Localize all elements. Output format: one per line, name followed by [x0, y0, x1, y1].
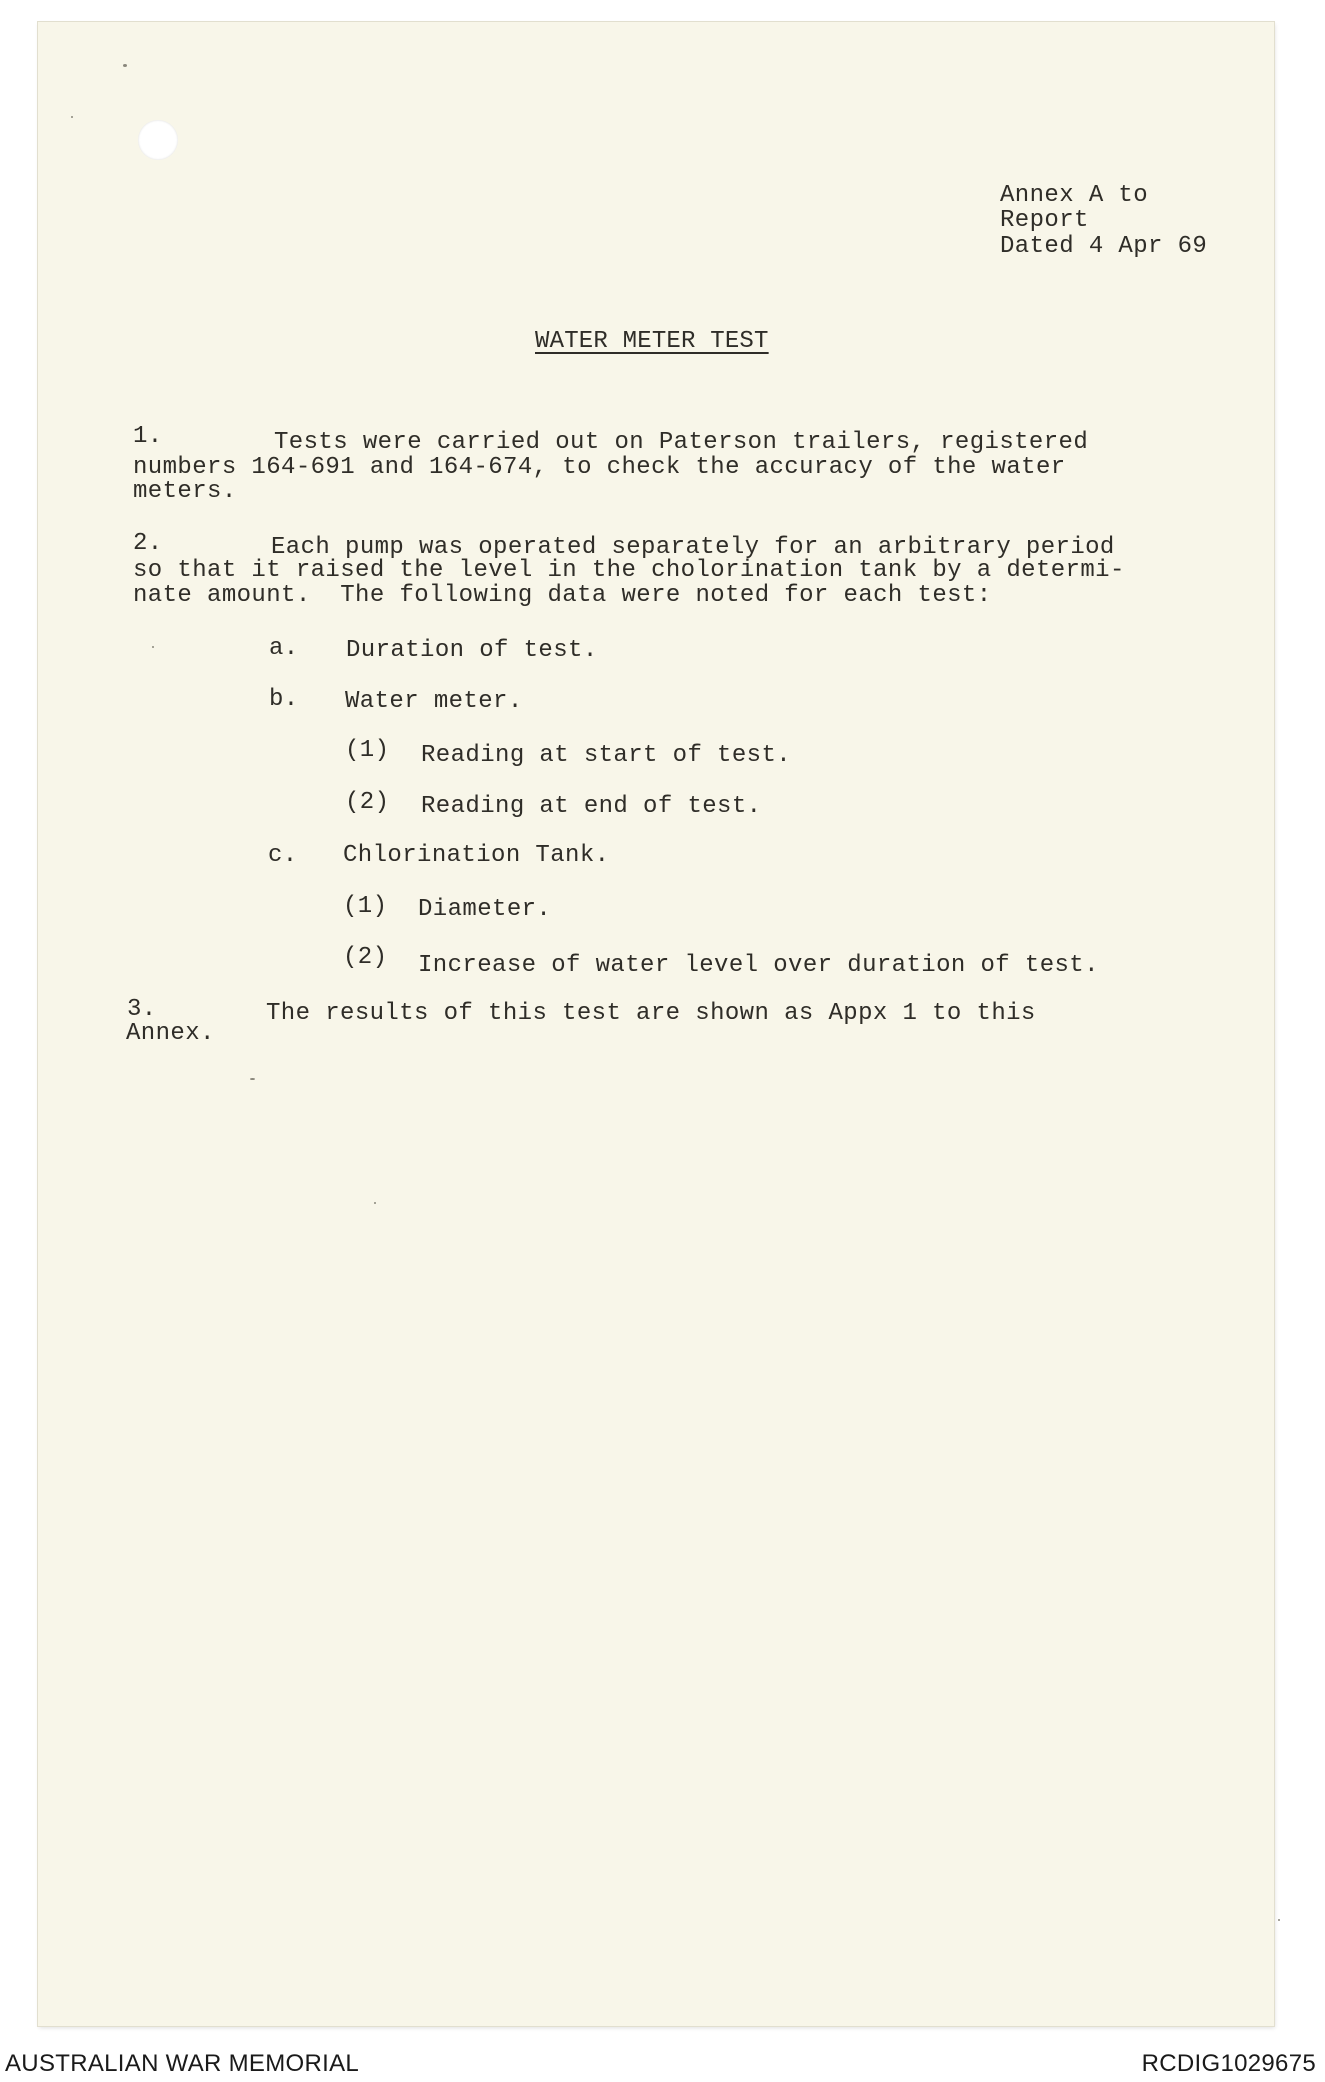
- paper-speck: [71, 116, 73, 118]
- paragraph-1-line-3: meters.: [133, 478, 237, 505]
- paragraph-2-line-1: Each pump was operated separately for an arbitrary period: [271, 534, 1115, 561]
- list-item-c2-text: Increase of water level over duration of test.: [418, 952, 1099, 979]
- paragraph-1-number: 1.: [133, 423, 163, 450]
- list-item-b1-marker: (1): [345, 737, 390, 764]
- list-item-c2-marker: (2): [343, 944, 388, 971]
- paper-speck: [123, 64, 127, 67]
- footer-archive-name: AUSTRALIAN WAR MEMORIAL: [5, 2050, 360, 2077]
- paragraph-1-line-2: numbers 164-691 and 164-674, to check the accuracy of the water: [133, 454, 1066, 481]
- list-item-b2-text: Reading at end of test.: [421, 793, 762, 820]
- list-item-c1-text: Diameter.: [418, 896, 552, 923]
- paper-speck: [152, 646, 154, 648]
- paragraph-2-number: 2.: [133, 530, 163, 557]
- paragraph-2-line-3: nate amount. The following data were noted for each test:: [133, 582, 992, 609]
- paragraph-2-line-2: so that it raised the level in the cholorination tank by a determi-: [133, 557, 1125, 584]
- list-item-c-marker: c.: [268, 842, 298, 869]
- paragraph-3-number: 3.: [127, 996, 157, 1023]
- list-item-b-text: Water meter.: [345, 688, 523, 715]
- annex-header-line-2: Report: [1000, 207, 1089, 234]
- document-title: WATER METER TEST: [535, 328, 769, 355]
- annex-header-line-1: Annex A to: [1000, 182, 1149, 209]
- list-item-b2-marker: (2): [345, 789, 390, 816]
- list-item-c1-marker: (1): [343, 893, 388, 920]
- list-item-a-text: Duration of test.: [346, 637, 598, 664]
- list-item-b-marker: b.: [269, 686, 299, 713]
- punch-hole: [138, 120, 178, 160]
- list-item-a-marker: a.: [269, 635, 299, 662]
- list-item-b1-text: Reading at start of test.: [421, 742, 792, 769]
- footer-record-id: RCDIG1029675: [1141, 2050, 1316, 2077]
- paragraph-3-line-2: Annex.: [126, 1020, 215, 1047]
- paper-speck: [374, 1202, 376, 1204]
- paper-speck: [1278, 1919, 1280, 1921]
- list-item-c-text: Chlorination Tank.: [343, 842, 610, 869]
- paragraph-3-line-1: The results of this test are shown as Appx 1 to this: [266, 1000, 1036, 1027]
- annex-header-line-3: Dated 4 Apr 69: [1000, 233, 1208, 260]
- paper-speck: [250, 1078, 255, 1080]
- paragraph-1-line-1: Tests were carried out on Paterson trailers, registered: [274, 429, 1089, 456]
